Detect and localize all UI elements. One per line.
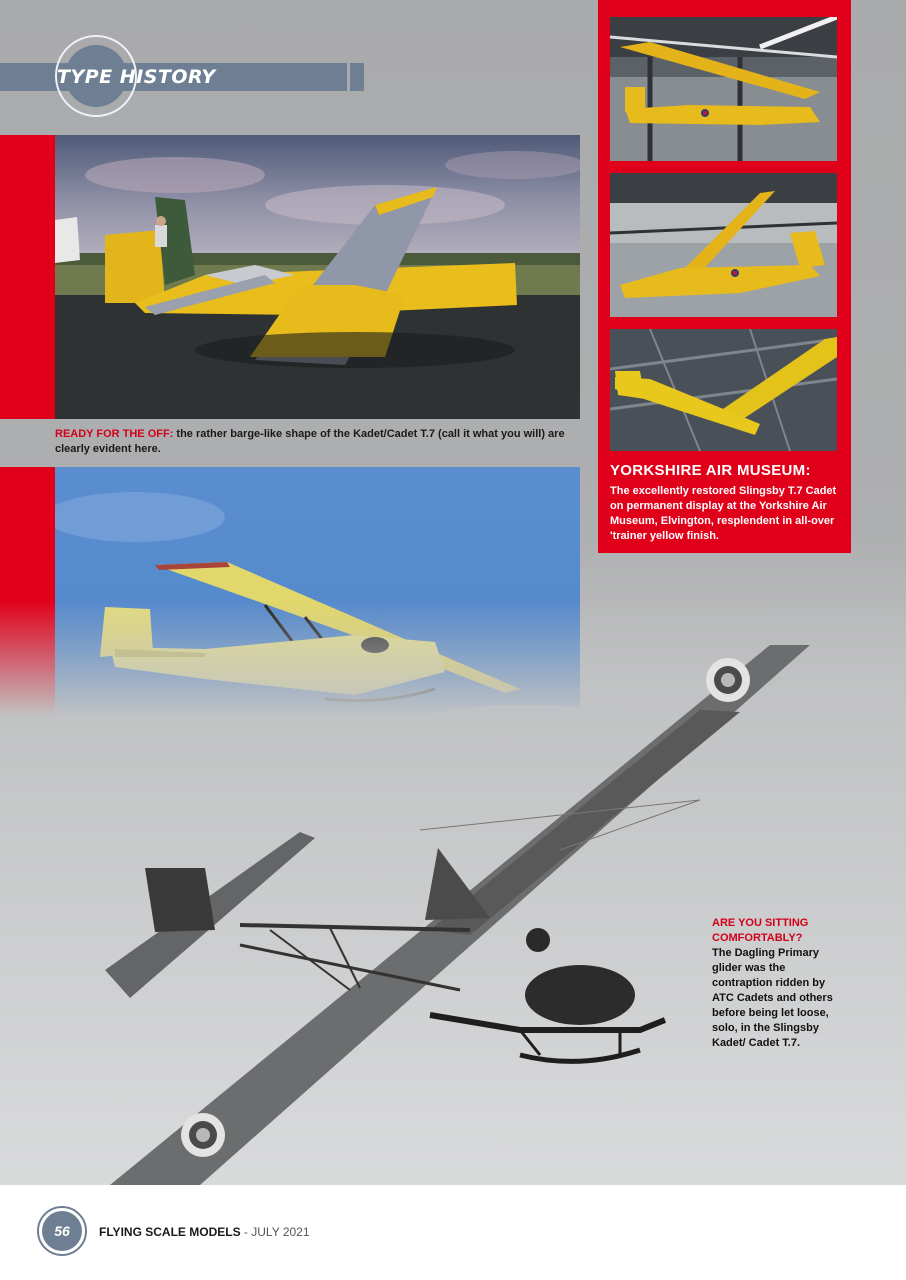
- museum-photo: [610, 173, 837, 317]
- caption-text: The Dagling Primary glider was the contraption ridden by ATC Cadets and others before being let loose, solo, in the Slingsby Kadet/ Cadet T.7.: [712, 947, 833, 1049]
- photo-dagling-primary-glider: [0, 600, 906, 1185]
- museum-title: YORKSHIRE AIR MUSEUM:: [610, 462, 811, 479]
- museum-panel: [598, 0, 851, 553]
- museum-photo: [610, 329, 837, 451]
- caption-lead: ARE YOU SITTING COMFORTABLY?: [712, 917, 809, 944]
- museum-photo: [610, 17, 837, 161]
- magazine-title: FLYING SCALE MODELS: [99, 1225, 241, 1239]
- issue-date: - JULY 2021: [240, 1225, 310, 1239]
- section-header-bar-end: [350, 63, 364, 91]
- photo-glider-on-ground: [55, 135, 580, 419]
- page-number: 56: [42, 1211, 82, 1251]
- red-accent-strip: [0, 135, 55, 419]
- caption-text: the rather barge-like shape of the Kadet/Cadet T.7 (call it what you will) are clearly evident here.: [55, 428, 565, 455]
- photo-caption: [55, 427, 582, 457]
- bw-photo-caption: [712, 916, 837, 1051]
- footer-publication: [99, 1224, 310, 1240]
- caption-lead: READY FOR THE OFF:: [55, 428, 174, 440]
- section-title: TYPE HISTORY: [57, 66, 216, 88]
- museum-caption: The excellently restored Slingsby T.7 Cadet on permanent display at the Yorkshire Air Museum, Elvington, resplendent in all-over 'trainer yellow finish.: [610, 485, 837, 542]
